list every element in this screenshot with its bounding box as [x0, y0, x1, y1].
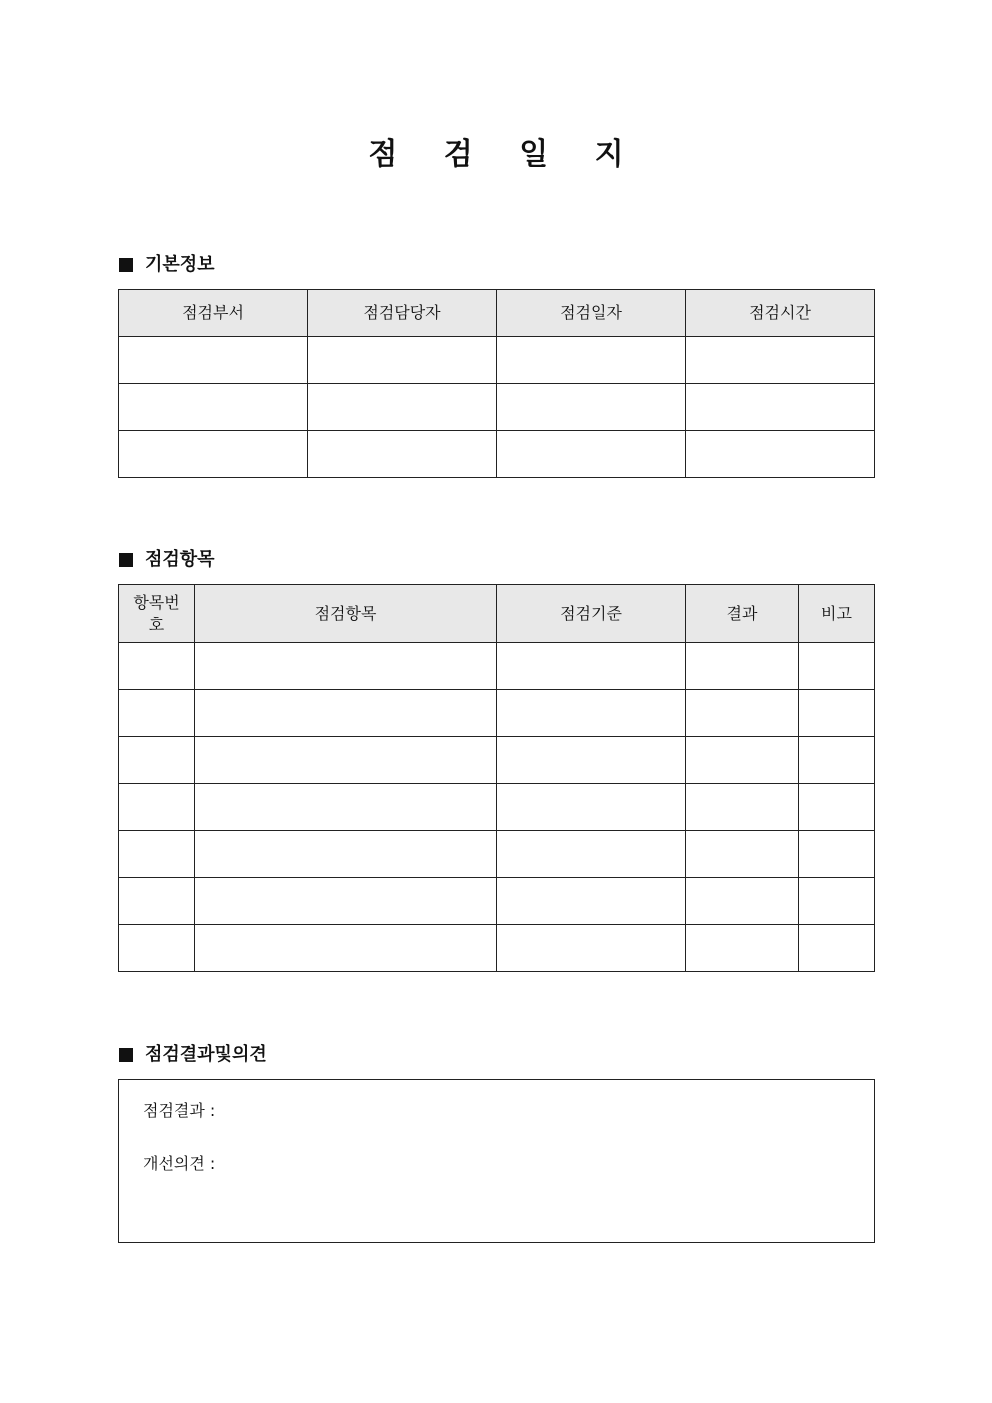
improvement-label: 개선의견 : — [143, 1154, 216, 1173]
table-cell[interactable] — [195, 784, 497, 831]
column-header-department: 점검부서 — [119, 290, 308, 337]
table-cell[interactable] — [799, 737, 875, 784]
table-cell[interactable] — [497, 643, 686, 690]
table-cell[interactable] — [497, 925, 686, 972]
table-cell[interactable] — [308, 431, 497, 478]
square-bullet-icon — [119, 258, 133, 272]
result-label: 점검결과 : — [143, 1101, 216, 1120]
table-cell[interactable] — [497, 737, 686, 784]
table-cell[interactable] — [686, 384, 875, 431]
table-cell[interactable] — [799, 925, 875, 972]
table-cell[interactable] — [308, 384, 497, 431]
table-row — [119, 925, 875, 972]
table-cell[interactable] — [119, 878, 195, 925]
table-cell[interactable] — [686, 431, 875, 478]
table-cell[interactable] — [119, 690, 195, 737]
results-heading-label: 점검결과및의견 — [145, 1044, 267, 1065]
table-cell[interactable] — [497, 690, 686, 737]
table-cell[interactable] — [799, 878, 875, 925]
results-box[interactable] — [118, 1079, 875, 1243]
table-cell[interactable] — [119, 784, 195, 831]
basic-info-heading-label: 기본정보 — [145, 254, 215, 275]
table-cell[interactable] — [686, 878, 799, 925]
table-cell[interactable] — [119, 831, 195, 878]
check-items-table — [118, 584, 875, 972]
table-cell[interactable] — [497, 878, 686, 925]
column-header-remarks: 비고 — [799, 585, 875, 643]
table-cell[interactable] — [119, 925, 195, 972]
column-header-check-item: 점검항목 — [195, 585, 497, 643]
table-cell[interactable] — [686, 784, 799, 831]
table-cell[interactable] — [799, 784, 875, 831]
table-cell[interactable] — [686, 831, 799, 878]
basic-info-table — [118, 289, 875, 478]
table-cell[interactable] — [686, 925, 799, 972]
table-row — [119, 831, 875, 878]
table-row — [119, 431, 875, 478]
check-items-heading — [119, 548, 215, 572]
table-cell[interactable] — [119, 384, 308, 431]
table-row — [119, 737, 875, 784]
check-items-heading-label: 점검항목 — [145, 549, 215, 570]
column-header-inspector: 점검담당자 — [308, 290, 497, 337]
table-cell[interactable] — [195, 925, 497, 972]
table-cell[interactable] — [799, 831, 875, 878]
table-cell[interactable] — [799, 690, 875, 737]
table-cell[interactable] — [195, 878, 497, 925]
table-cell[interactable] — [497, 831, 686, 878]
table-cell[interactable] — [497, 337, 686, 384]
table-cell[interactable] — [195, 737, 497, 784]
table-cell[interactable] — [119, 337, 308, 384]
table-row — [119, 384, 875, 431]
table-cell[interactable] — [686, 737, 799, 784]
table-row — [119, 878, 875, 925]
table-cell[interactable] — [686, 690, 799, 737]
table-cell[interactable] — [119, 737, 195, 784]
table-header-row — [119, 290, 875, 337]
column-header-item-number: 항목번호 — [119, 585, 195, 643]
table-cell[interactable] — [195, 831, 497, 878]
table-cell[interactable] — [686, 337, 875, 384]
table-cell[interactable] — [195, 690, 497, 737]
table-header-row — [119, 585, 875, 643]
table-cell[interactable] — [497, 384, 686, 431]
results-heading — [119, 1043, 267, 1067]
square-bullet-icon — [119, 1048, 133, 1062]
column-header-date: 점검일자 — [497, 290, 686, 337]
table-row — [119, 337, 875, 384]
table-cell[interactable] — [308, 337, 497, 384]
table-cell[interactable] — [497, 431, 686, 478]
column-header-result: 결과 — [686, 585, 799, 643]
table-cell[interactable] — [799, 643, 875, 690]
square-bullet-icon — [119, 553, 133, 567]
table-cell[interactable] — [497, 784, 686, 831]
column-header-criteria: 점검기준 — [497, 585, 686, 643]
table-row — [119, 643, 875, 690]
column-header-time: 점검시간 — [686, 290, 875, 337]
table-row — [119, 690, 875, 737]
table-cell[interactable] — [195, 643, 497, 690]
table-cell[interactable] — [119, 643, 195, 690]
table-row — [119, 784, 875, 831]
page-title: 점 검 일 지 — [368, 137, 642, 172]
table-cell[interactable] — [686, 643, 799, 690]
basic-info-heading — [119, 253, 215, 277]
table-cell[interactable] — [119, 431, 308, 478]
